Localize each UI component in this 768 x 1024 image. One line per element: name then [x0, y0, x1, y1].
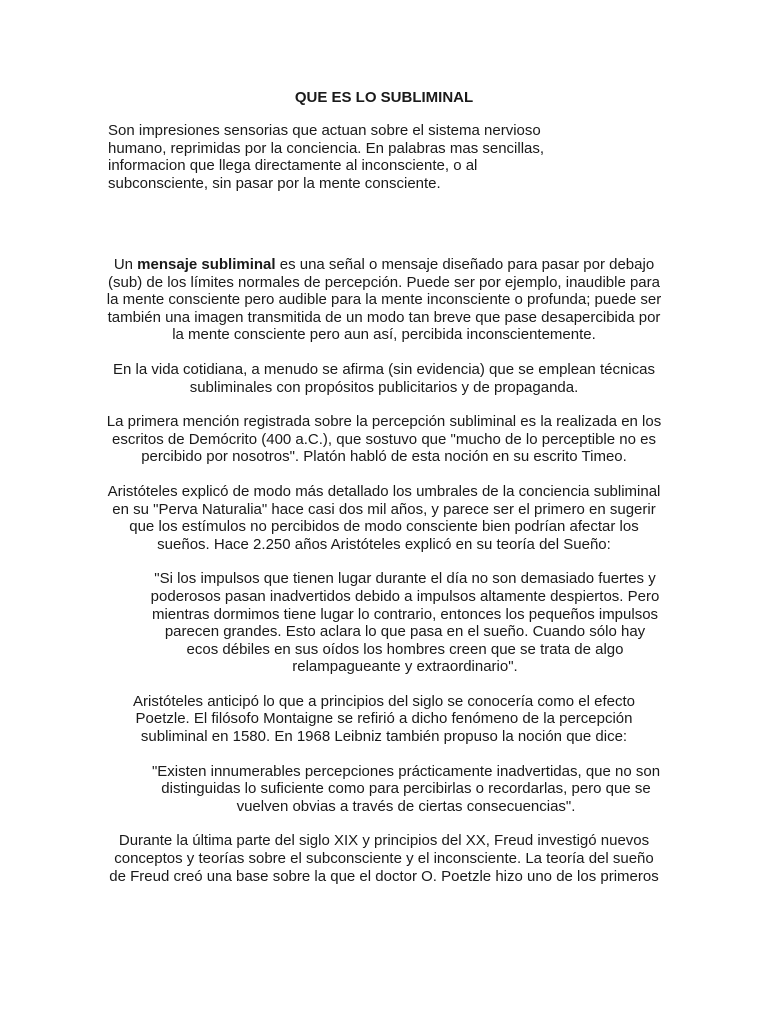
quote-leibniz: "Existen innumerables percepciones prácticamente inadvertidas, que no son distinguidas lo suficiente como para percibirlas o recordarlas, pero que se vuelven obvias a través de ciertas consecuencias".: [151, 762, 661, 815]
paragraph-democrito: La primera mención registrada sobre la percepción subliminal es la realizada en los escritos de Demócrito (400 a.C.), que sostuvo que "mucho de lo perceptible no es percibido por nosotros". Platón habló de esta noción en su escrito Timeo.: [106, 413, 662, 466]
intro-section: [108, 122, 568, 192]
document-title: QUE ES LO SUBLIMINAL: [294, 89, 474, 106]
paragraph-lead: Un: [113, 256, 138, 273]
bold-term: mensaje subliminal: [137, 256, 276, 273]
quote-aristoteles: "Si los impulsos que tienen lugar durante el día no son demasiado fuertes y poderosos pasan inadvertidos debido a impulsos altamente despiertos. Pero mientras dormimos tiene lugar lo contrario, entonces los pequeños impulsos parecen grandes. Esto aclara lo que pasa en el sueño. Cuando sólo hay ecos débiles en sus oídos los hombres creen que se trata de algo relampagueante y extraordinario".: [150, 570, 660, 676]
paragraph-freud: Durante la última parte del siglo XIX y principios del XX, Freud investigó nuevos conceptos y teorías sobre el subconsciente y el inconsciente. La teoría del sueño de Freud creó una base sobre la que el doctor O. Poetzle hizo uno de los primeros: [109, 832, 659, 885]
paragraph-poetzle: Aristóteles anticipó lo que a principios del siglo se conocería como el efecto Poetzle. El filósofo Montaigne se refirió a dicho fenómeno de la percepción subliminal en 1580. En 1968 Leibniz también propuso la noción que dice:: [133, 692, 635, 746]
paragraph-vida-cotidiana: En la vida cotidiana, a menudo se afirma (sin evidencia) que se emplean técnicas subliminales con propósitos publicitarios y de propaganda.: [113, 360, 655, 396]
paragraph-mensaje-subliminal: [106, 256, 662, 344]
intro-paragraph: Son impresiones sensorias que actuan sobre el sistema nervioso humano, reprimidas por la conciencia. En palabras mas sencillas, informacion que llega directamente al inconsciente, o al subconsciente, sin pasar por la mente consciente.: [108, 122, 545, 192]
paragraph-rest: es una señal o mensaje diseñado para pasar por debajo (sub) de los límites normales de percepción. Puede ser por ejemplo, inaudible para la mente consciente pero audible para la mente inconsciente o profunda; puede ser también una imagen transmitida de un modo tan breve que pase desapercibida por la mente consciente pero aun así, percibida inconscientemente.: [106, 256, 662, 344]
document-body: [106, 256, 662, 902]
paragraph-aristoteles: Aristóteles explicó de modo más detallado los umbrales de la conciencia subliminal en su "Perva Naturalia" hace casi dos mil años, y parece ser el primero en sugerir que los estímulos no percibidos de modo consciente bien podrían afectar los sueños. Hace 2.250 años Aristóteles explicó en su teoría del Sueño:: [107, 482, 661, 553]
